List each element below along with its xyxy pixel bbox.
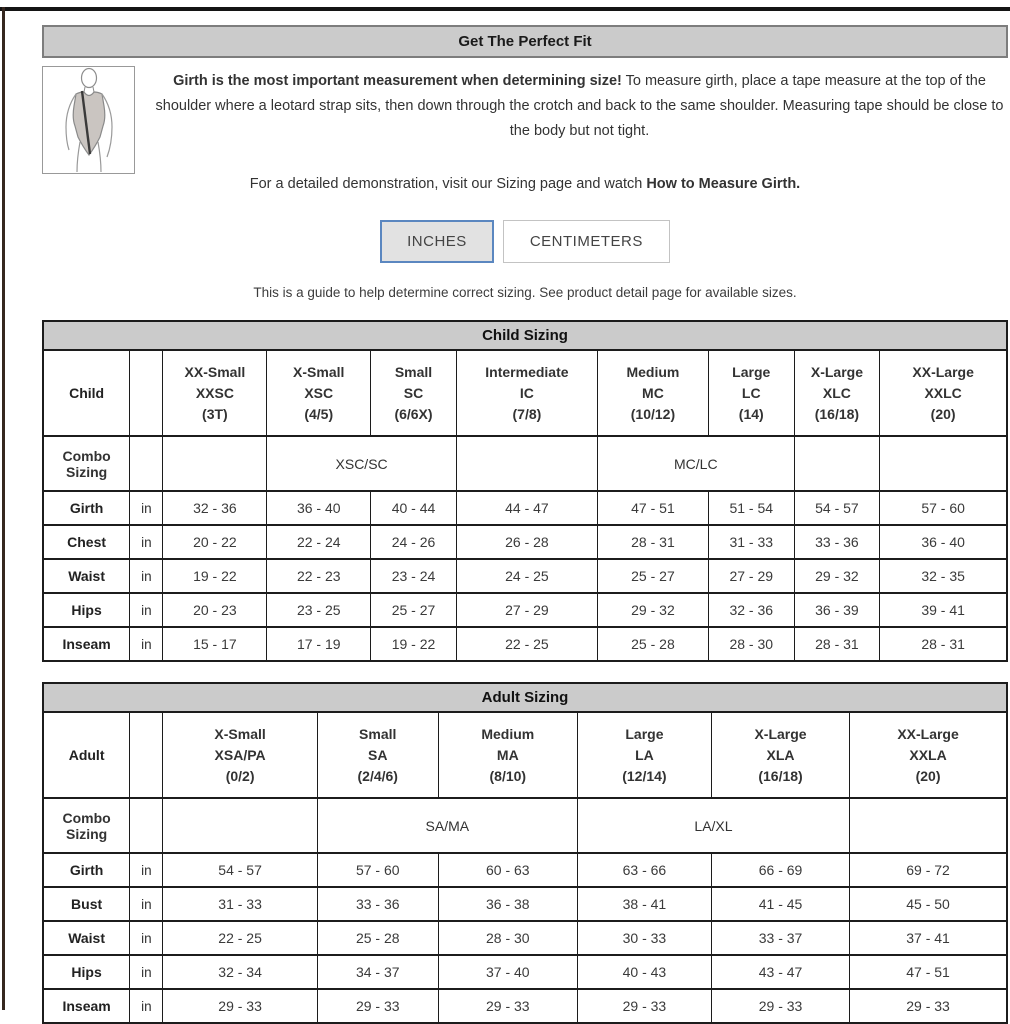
adult-girth-value: 60 - 63 (438, 853, 577, 887)
adult-bust-value: 38 - 41 (577, 887, 711, 921)
child-column-header: Medium MC (10/12) (597, 350, 708, 436)
unit-toggle (42, 220, 1008, 263)
child-waist-value: 29 - 32 (794, 559, 880, 593)
child-label-waist: Waist (43, 559, 130, 593)
adult-column-header: Large LA (12/14) (577, 712, 711, 798)
adult-row-girth (43, 853, 1007, 887)
child-chest-value: 33 - 36 (794, 525, 880, 559)
adult-girth-value: 54 - 57 (163, 853, 317, 887)
page-title: Get The Perfect Fit (42, 25, 1008, 58)
adult-hips-value: 34 - 37 (317, 955, 438, 989)
adult-combo-label: Combo Sizing (43, 798, 130, 853)
adult-unit-cell: in (130, 921, 163, 955)
child-waist-value: 25 - 27 (597, 559, 708, 593)
child-column-header: X-Small XSC (4/5) (267, 350, 371, 436)
child-row-girth (43, 491, 1007, 525)
child-combo-cell (456, 436, 597, 491)
adult-inseam-value: 29 - 33 (163, 989, 317, 1023)
child-inseam-value: 25 - 28 (597, 627, 708, 661)
adult-row-hips (43, 955, 1007, 989)
adult-girth-value: 69 - 72 (850, 853, 1007, 887)
child-inseam-value: 19 - 22 (371, 627, 457, 661)
adult-row-waist (43, 921, 1007, 955)
child-combo-cell: XSC/SC (267, 436, 457, 491)
child-sizing-table (42, 320, 1008, 662)
adult-inseam-value: 29 - 33 (317, 989, 438, 1023)
child-row-inseam (43, 627, 1007, 661)
child-row-hips (43, 593, 1007, 627)
adult-label-bust: Bust (43, 887, 130, 921)
child-combo-cell (163, 436, 267, 491)
inches-button[interactable]: INCHES (380, 220, 494, 263)
child-combo-cell (880, 436, 1007, 491)
child-girth-value: 57 - 60 (880, 491, 1007, 525)
child-row-header: Child (43, 350, 130, 436)
adult-bust-value: 41 - 45 (711, 887, 849, 921)
child-girth-value: 54 - 57 (794, 491, 880, 525)
adult-combo-cell: LA/XL (577, 798, 849, 853)
child-inseam-value: 15 - 17 (163, 627, 267, 661)
adult-girth-value: 66 - 69 (711, 853, 849, 887)
girth-instructions-text: To measure girth, place a tape measure at the top of the shoulder where a leotard strap sits, then down through the crotch and back to the same shoulder. Measuring tape should be close to the body but not tight. (155, 73, 1004, 139)
demo-note-text: For a detailed demonstration, visit our Sizing page and watch (249, 176, 647, 192)
child-unit-header (130, 350, 163, 436)
child-girth-value: 47 - 51 (597, 491, 708, 525)
adult-row-inseam (43, 989, 1007, 1023)
child-hips-value: 29 - 32 (597, 593, 708, 627)
child-chest-value: 24 - 26 (371, 525, 457, 559)
child-waist-value: 23 - 24 (371, 559, 457, 593)
child-label-hips: Hips (43, 593, 130, 627)
adult-hips-value: 37 - 40 (438, 955, 577, 989)
adult-unit-cell: in (130, 955, 163, 989)
guide-note: This is a guide to help determine correct sizing. See product detail page for available sizes. (253, 285, 797, 300)
child-girth-value: 44 - 47 (456, 491, 597, 525)
child-chest-value: 36 - 40 (880, 525, 1007, 559)
child-inseam-value: 17 - 19 (267, 627, 371, 661)
child-waist-value: 22 - 23 (267, 559, 371, 593)
child-inseam-value: 22 - 25 (456, 627, 597, 661)
child-row-waist (43, 559, 1007, 593)
child-inseam-value: 28 - 31 (794, 627, 880, 661)
adult-hips-value: 47 - 51 (850, 955, 1007, 989)
child-chest-value: 26 - 28 (456, 525, 597, 559)
adult-waist-value: 33 - 37 (711, 921, 849, 955)
child-inseam-value: 28 - 30 (708, 627, 794, 661)
adult-bust-value: 33 - 36 (317, 887, 438, 921)
centimeters-button[interactable]: CENTIMETERS (503, 220, 670, 263)
adult-column-header: X-Large XLA (16/18) (711, 712, 849, 798)
demo-note (42, 176, 1008, 192)
child-unit-cell: in (130, 627, 163, 661)
demo-note-bold: How to Measure Girth. (646, 176, 801, 192)
adult-combo-cell (163, 798, 317, 853)
child-column-header: Large LC (14) (708, 350, 794, 436)
child-table-title: Child Sizing (43, 321, 1007, 350)
adult-unit-cell: in (130, 887, 163, 921)
child-row-chest (43, 525, 1007, 559)
child-inseam-value: 28 - 31 (880, 627, 1007, 661)
window-left-border (2, 7, 5, 1010)
child-chest-value: 22 - 24 (267, 525, 371, 559)
child-hips-value: 20 - 23 (163, 593, 267, 627)
child-waist-value: 32 - 35 (880, 559, 1007, 593)
child-unit-cell: in (130, 593, 163, 627)
sizing-guide-page (42, 25, 1008, 1024)
child-girth-value: 32 - 36 (163, 491, 267, 525)
child-hips-value: 39 - 41 (880, 593, 1007, 627)
child-hips-value: 25 - 27 (371, 593, 457, 627)
child-column-header: XX-Large XXLC (20) (880, 350, 1007, 436)
adult-bust-value: 45 - 50 (850, 887, 1007, 921)
adult-unit-header (130, 712, 163, 798)
adult-waist-value: 22 - 25 (163, 921, 317, 955)
adult-waist-value: 25 - 28 (317, 921, 438, 955)
child-waist-value: 19 - 22 (163, 559, 267, 593)
adult-bust-value: 36 - 38 (438, 887, 577, 921)
adult-sizing-table (42, 682, 1008, 1024)
adult-inseam-value: 29 - 33 (711, 989, 849, 1023)
adult-waist-value: 37 - 41 (850, 921, 1007, 955)
child-chest-value: 31 - 33 (708, 525, 794, 559)
child-chest-value: 20 - 22 (163, 525, 267, 559)
child-column-header: Intermediate IC (7/8) (456, 350, 597, 436)
adult-girth-value: 63 - 66 (577, 853, 711, 887)
adult-combo-cell (850, 798, 1007, 853)
adult-girth-value: 57 - 60 (317, 853, 438, 887)
adult-combo-cell: SA/MA (317, 798, 577, 853)
adult-inseam-value: 29 - 33 (850, 989, 1007, 1023)
adult-hips-value: 32 - 34 (163, 955, 317, 989)
window-top-border (0, 7, 1010, 11)
adult-row-header: Adult (43, 712, 130, 798)
adult-hips-value: 43 - 47 (711, 955, 849, 989)
adult-label-inseam: Inseam (43, 989, 130, 1023)
adult-column-header: XX-Large XXLA (20) (850, 712, 1007, 798)
child-waist-value: 24 - 25 (456, 559, 597, 593)
child-combo-cell: MC/LC (597, 436, 794, 491)
child-hips-value: 32 - 36 (708, 593, 794, 627)
child-unit-cell: in (130, 559, 163, 593)
child-hips-value: 36 - 39 (794, 593, 880, 627)
child-combo-cell (794, 436, 880, 491)
adult-label-girth: Girth (43, 853, 130, 887)
child-unit-cell: in (130, 491, 163, 525)
adult-row-bust (43, 887, 1007, 921)
child-combo-label: Combo Sizing (43, 436, 130, 491)
adult-label-waist: Waist (43, 921, 130, 955)
adult-column-header: Medium MA (8/10) (438, 712, 577, 798)
adult-combo-unit (130, 798, 163, 853)
adult-label-hips: Hips (43, 955, 130, 989)
adult-inseam-value: 29 - 33 (438, 989, 577, 1023)
child-girth-value: 40 - 44 (371, 491, 457, 525)
child-column-header: XX-Small XXSC (3T) (163, 350, 267, 436)
adult-unit-cell: in (130, 989, 163, 1023)
child-label-chest: Chest (43, 525, 130, 559)
adult-column-header: Small SA (2/4/6) (317, 712, 438, 798)
intro-section (42, 66, 1008, 174)
adult-inseam-value: 29 - 33 (577, 989, 711, 1023)
girth-instructions (151, 66, 1008, 174)
adult-waist-value: 30 - 33 (577, 921, 711, 955)
child-label-inseam: Inseam (43, 627, 130, 661)
leotard-diagram-icon (43, 67, 134, 173)
child-hips-value: 23 - 25 (267, 593, 371, 627)
child-girth-value: 36 - 40 (267, 491, 371, 525)
girth-instructions-bold: Girth is the most important measurement when determining size! (173, 73, 622, 89)
child-chest-value: 28 - 31 (597, 525, 708, 559)
adult-unit-cell: in (130, 853, 163, 887)
child-label-girth: Girth (43, 491, 130, 525)
adult-column-header: X-Small XSA/PA (0/2) (163, 712, 317, 798)
child-combo-unit (130, 436, 163, 491)
child-column-header: X-Large XLC (16/18) (794, 350, 880, 436)
adult-hips-value: 40 - 43 (577, 955, 711, 989)
adult-bust-value: 31 - 33 (163, 887, 317, 921)
child-hips-value: 27 - 29 (456, 593, 597, 627)
child-unit-cell: in (130, 525, 163, 559)
adult-table-title: Adult Sizing (43, 683, 1007, 712)
child-waist-value: 27 - 29 (708, 559, 794, 593)
child-column-header: Small SC (6/6X) (371, 350, 457, 436)
girth-measurement-figure (42, 66, 135, 174)
adult-waist-value: 28 - 30 (438, 921, 577, 955)
child-girth-value: 51 - 54 (708, 491, 794, 525)
